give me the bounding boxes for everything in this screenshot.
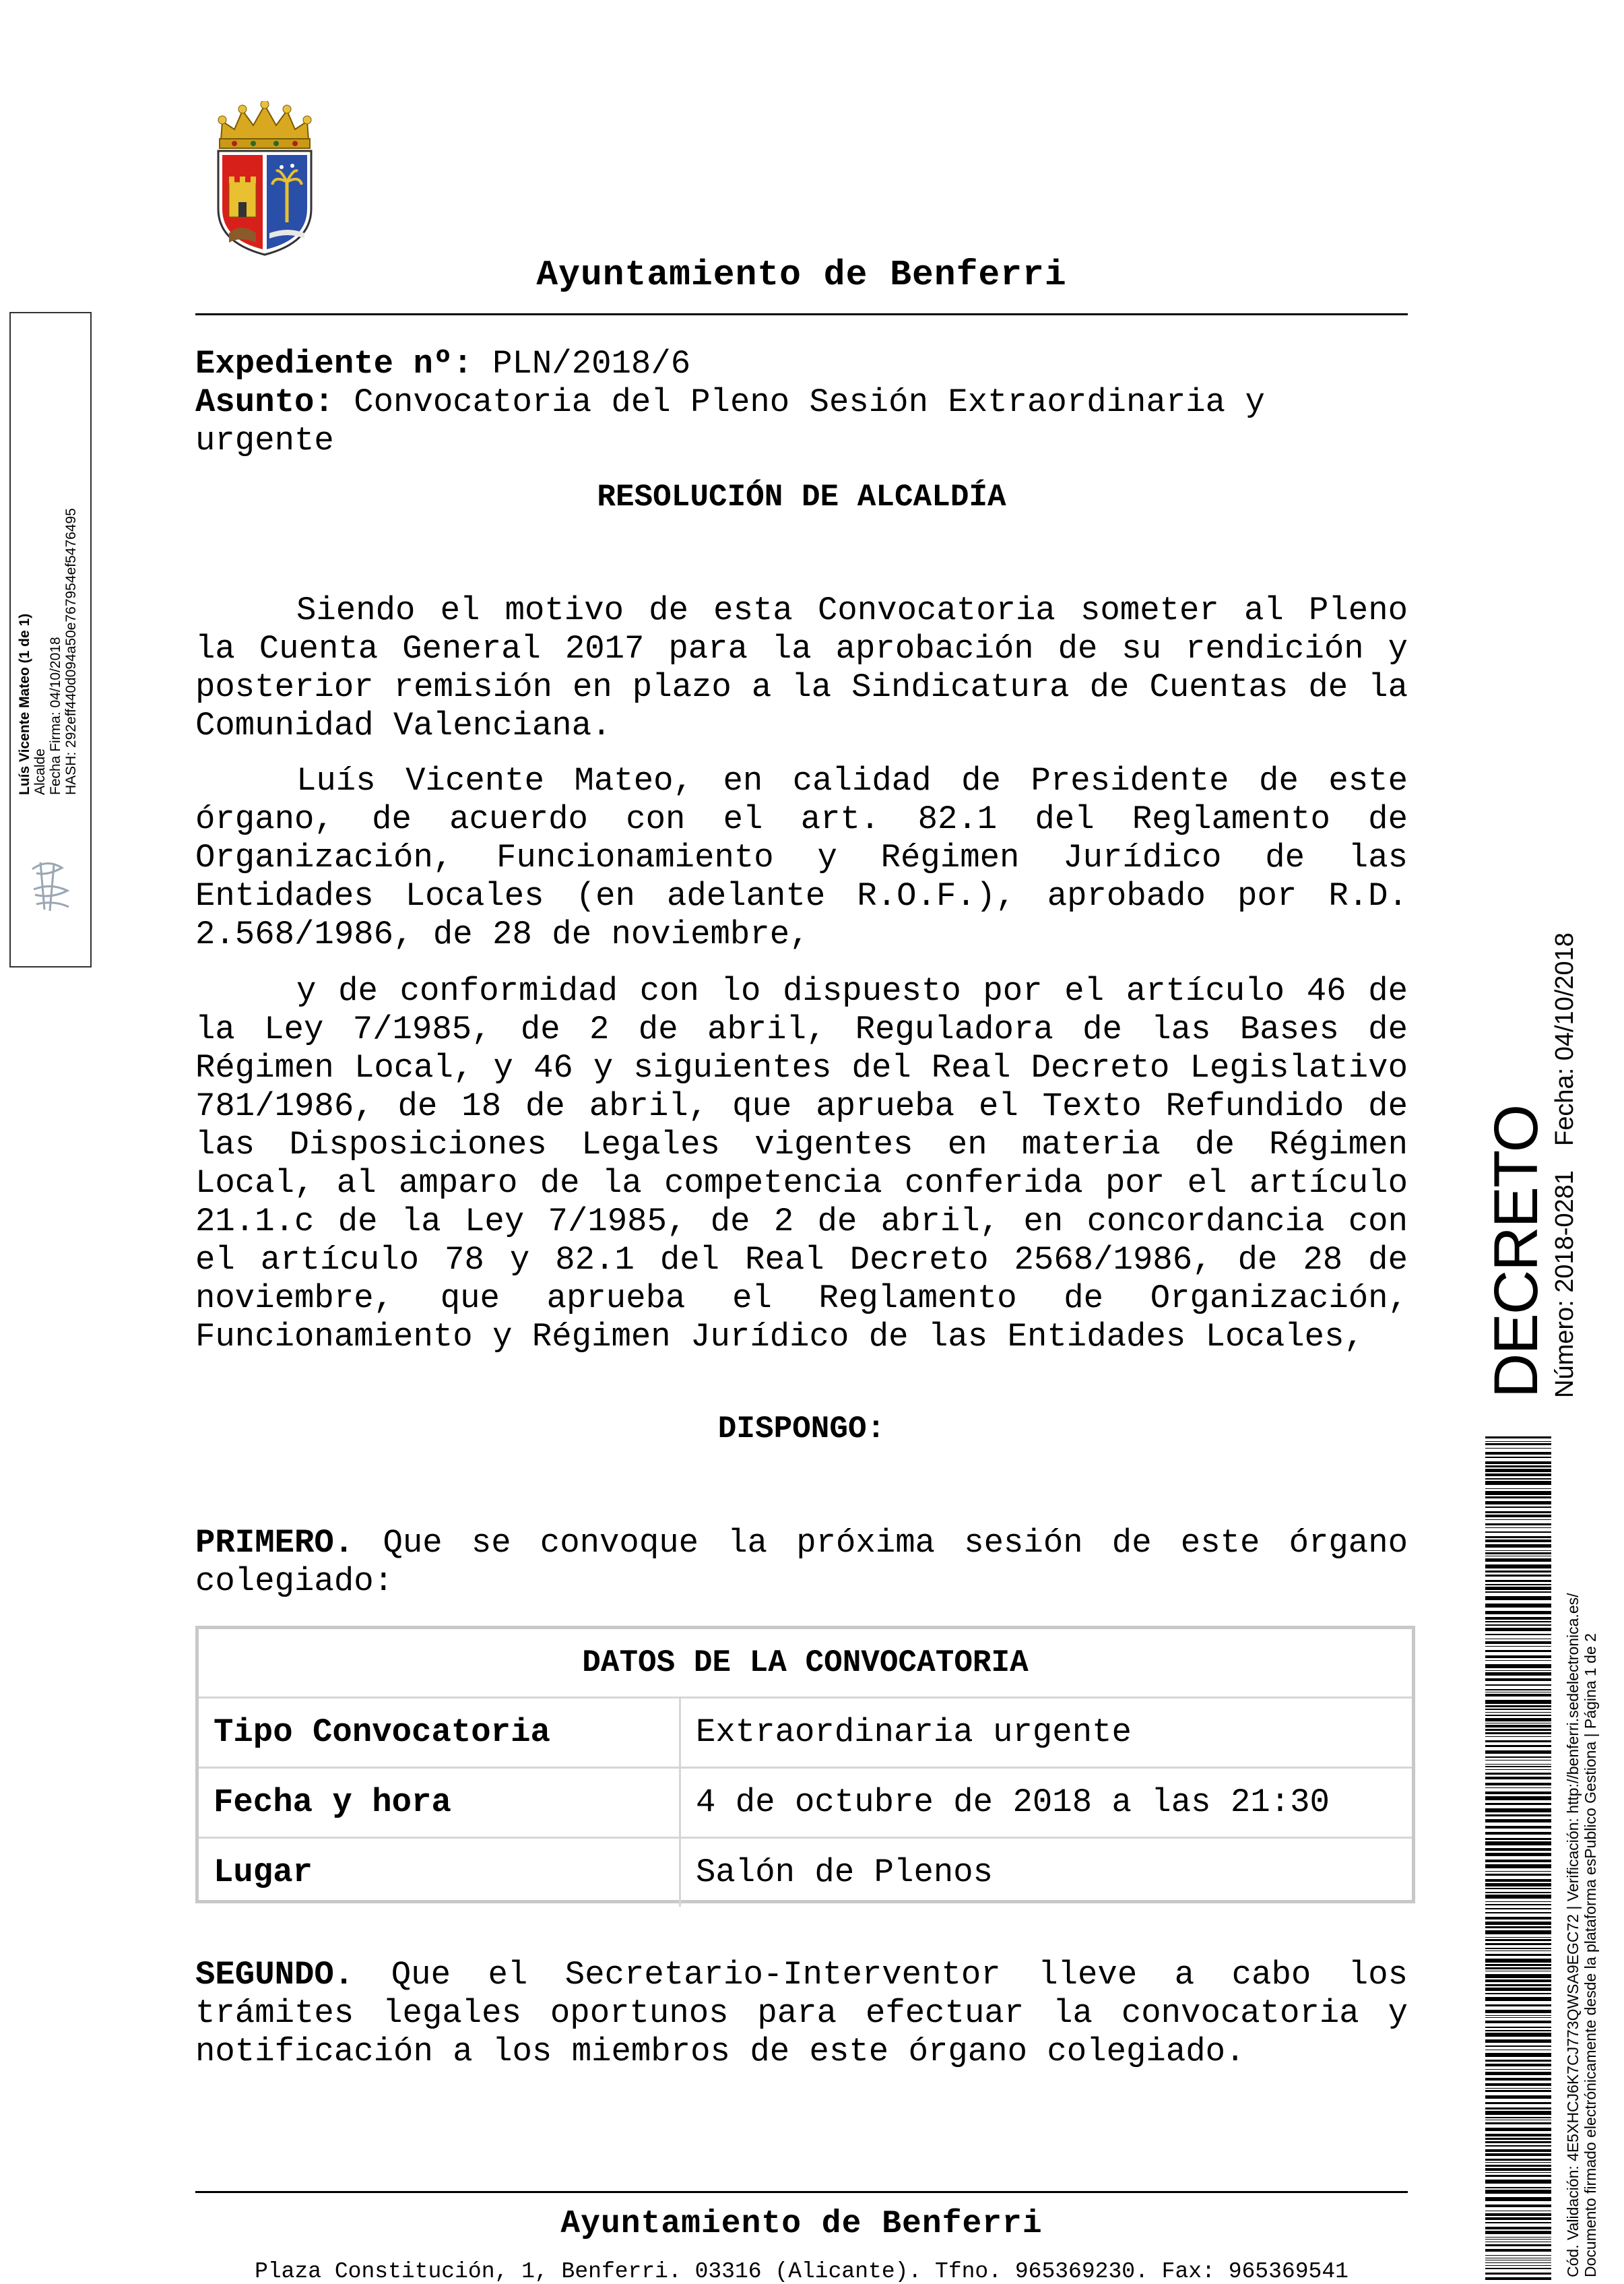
- barcode-bar: [1485, 1481, 1551, 1485]
- table-key: Fecha y hora: [199, 1769, 681, 1837]
- barcode-bar: [1485, 1756, 1551, 1758]
- barcode-bar: [1485, 1997, 1551, 2001]
- barcode-bar: [1485, 1922, 1551, 1925]
- barcode-bar: [1485, 2249, 1551, 2252]
- barcode-bar: [1485, 1777, 1551, 1779]
- barcode-bar: [1485, 1917, 1551, 1920]
- barcode-bar: [1485, 1750, 1551, 1754]
- barcode-bar: [1485, 2083, 1551, 2086]
- barcode-bar: [1485, 1937, 1551, 1938]
- barcode-bar: [1485, 1587, 1551, 1590]
- barcode-bar: [1485, 1904, 1551, 1905]
- dispongo-heading: DISPONGO:: [717, 1411, 886, 1447]
- barcode-bar: [1485, 1540, 1551, 1542]
- barcode-bar: [1485, 2153, 1551, 2156]
- barcode-bar: [1485, 1700, 1551, 1704]
- barcode-bar: [1485, 2088, 1551, 2089]
- barcode-bar: [1485, 2204, 1551, 2207]
- barcode-bar: [1485, 2069, 1551, 2070]
- barcode-bar: [1485, 1959, 1551, 1963]
- barcode-bar: [1485, 2128, 1551, 2131]
- asunto-value: Convocatoria del Pleno Sesión Extraordinaria y urgente: [195, 383, 1265, 459]
- expediente-line: [195, 345, 1408, 383]
- barcode-bar: [1485, 1536, 1551, 1538]
- barcode-bar: [1485, 1766, 1551, 1767]
- segundo-label: SEGUNDO.: [195, 1956, 354, 1994]
- barcode-bar: [1485, 1988, 1551, 1991]
- barcode-bar: [1485, 1650, 1551, 1652]
- barcode-bar: [1485, 1558, 1551, 1562]
- decreto-date: Fecha: 04/10/2018: [1551, 932, 1579, 1146]
- barcode-bar: [1485, 1888, 1551, 1889]
- barcode-bar: [1485, 2213, 1551, 2216]
- barcode-bar: [1485, 2015, 1551, 2016]
- barcode-bar: [1485, 1611, 1551, 1614]
- barcode-bar: [1485, 1943, 1551, 1945]
- barcode-bar: [1485, 1948, 1551, 1949]
- barcode-bar: [1485, 1488, 1551, 1489]
- signature-stamp-text: [17, 445, 79, 795]
- barcode-bar: [1485, 2175, 1551, 2177]
- document-metadata: [195, 345, 1408, 460]
- barcode-bar: [1485, 2277, 1551, 2280]
- barcode-bar: [1485, 1848, 1551, 1851]
- barcode-bar: [1485, 1523, 1551, 1525]
- barcode-bar: [1485, 2265, 1551, 2266]
- barcode-bar: [1485, 1515, 1551, 1517]
- table-row: [199, 1769, 1412, 1839]
- barcode-bar: [1485, 1709, 1551, 1710]
- barcode-bar: [1485, 1469, 1551, 1472]
- barcode-bar: [1485, 2149, 1551, 2152]
- barcode-bar: [1485, 1879, 1551, 1882]
- barcode-bar: [1485, 1874, 1551, 1876]
- barcode-bar: [1485, 1787, 1551, 1788]
- barcode-bar: [1485, 2107, 1551, 2109]
- barcode-bar: [1485, 2262, 1551, 2263]
- table-key: Tipo Convocatoria: [199, 1699, 681, 1767]
- footer-organization-title: Ayuntamiento de Benferri: [560, 2206, 1043, 2242]
- barcode-bar: [1485, 2217, 1551, 2220]
- barcode-bar: [1485, 1864, 1551, 1868]
- barcode-bar: [1485, 1580, 1551, 1582]
- table-key: Lugar: [199, 1839, 681, 1907]
- barcode-bar: [1485, 1796, 1551, 1800]
- barcode-bar: [1485, 1954, 1551, 1956]
- barcode-bar: [1485, 2244, 1551, 2246]
- barcode-bar: [1485, 2237, 1551, 2238]
- barcode-bar: [1485, 1496, 1551, 1498]
- barcode-bar: [1485, 1604, 1551, 1608]
- barcode-bar: [1485, 1838, 1551, 1840]
- barcode-bar: [1485, 1596, 1551, 1600]
- barcode-bar: [1485, 1511, 1551, 1513]
- barcode-bar: [1485, 1672, 1551, 1676]
- barcode-bar: [1485, 1660, 1551, 1661]
- barcode-bar: [1485, 2227, 1551, 2229]
- barcode-bar: [1485, 1736, 1551, 1737]
- barcode-bar: [1485, 2090, 1551, 2092]
- barcode-bar: [1485, 1783, 1551, 1785]
- barcode-bar: [1485, 1501, 1551, 1504]
- table-value: Extraordinaria urgente: [696, 1713, 1132, 1751]
- barcode-bar: [1485, 2180, 1551, 2184]
- barcode-bar: [1485, 1974, 1551, 1978]
- barcode-bar: [1485, 2168, 1551, 2171]
- barcode-bar: [1485, 2004, 1551, 2006]
- barcode-bar: [1485, 2045, 1551, 2047]
- barcode-bar: [1485, 1729, 1551, 1731]
- barcode-bar: [1485, 1871, 1551, 1872]
- primero-clause: [195, 1524, 1408, 1601]
- barcode-bar: [1485, 2064, 1551, 2066]
- barcode-bar: [1485, 1564, 1551, 1568]
- barcode-bar: [1485, 1979, 1551, 1982]
- barcode-bar: [1485, 1883, 1551, 1886]
- signature-role: Alcalde: [32, 749, 48, 795]
- barcode-bar: [1485, 1457, 1551, 1458]
- barcode-bar: [1485, 2030, 1551, 2031]
- barcode-bar: [1485, 2255, 1551, 2256]
- barcode-bar: [1485, 1478, 1551, 1480]
- barcode-bar: [1485, 2033, 1551, 2037]
- barcode-bar: [1485, 2187, 1551, 2188]
- barcode-bar: [1485, 1461, 1551, 1464]
- barcode-bar: [1485, 1964, 1551, 1966]
- barcode-bar: [1485, 2060, 1551, 2062]
- barcode-bar: [1485, 2111, 1551, 2115]
- barcode-bar: [1485, 1571, 1551, 1573]
- primero-text: Que se convoque la próxima sesión de este órgano colegiado:: [195, 1524, 1408, 1600]
- footer-address: Plaza Constitución, 1, Benferri. 03316 (Alicante). Tfno. 965369230. Fax: 965369541: [255, 2259, 1349, 2284]
- barcode-bar: [1485, 1993, 1551, 1994]
- barcode-bar: [1485, 1725, 1551, 1727]
- barcode-bar: [1485, 1575, 1551, 1577]
- barcode-bar: [1485, 1860, 1551, 1862]
- barcode-bar: [1485, 2072, 1551, 2075]
- barcode-bar: [1485, 1832, 1551, 1835]
- barcode-bar: [1485, 2273, 1551, 2275]
- barcode-bar: [1485, 1617, 1551, 1620]
- signature-date: Fecha Firma: 04/10/2018: [48, 637, 63, 795]
- barcode-bar: [1485, 1436, 1551, 1438]
- barcode-bar: [1485, 1465, 1551, 1467]
- paragraph-presidente: Luís Vicente Mateo, en calidad de Presidente de este órgano, de acuerdo con el art. 82.1 del Reglamento de Organización, Funcionamiento y Régimen Jurídico de las Entidades Locales (en adelante R.O.F.), aprobado por R.D. 2.568/1986, de 28 de noviembre,: [195, 762, 1408, 953]
- municipal-coat-of-arms: [214, 101, 315, 257]
- barcode-bar: [1485, 1689, 1551, 1690]
- barcode-bar: [1485, 1473, 1551, 1476]
- barcode-bar: [1485, 1678, 1551, 1681]
- barcode-bar: [1485, 2162, 1551, 2163]
- barcode-bar: [1485, 1715, 1551, 1716]
- barcode-bar: [1485, 1791, 1551, 1794]
- resolution-title: RESOLUCIÓN DE ALCALDÍA: [597, 480, 1006, 515]
- barcode-bar: [1485, 1901, 1551, 1902]
- barcode-bar: [1485, 1646, 1551, 1647]
- barcode-bar: [1485, 1826, 1551, 1829]
- verification-code: Cód. Validación: 4E5XHCJ6K7CJ773QWSA9EGC72 | Verificación: http://benferri.sedelectronica.es/: [1564, 1593, 1582, 2277]
- barcode-bar: [1485, 2017, 1551, 2018]
- barcode-bar: [1485, 2239, 1551, 2240]
- barcode-bar: [1485, 1641, 1551, 1644]
- barcode-bar: [1485, 2138, 1551, 2140]
- barcode-bar: [1485, 1984, 1551, 1986]
- barcode-bar: [1485, 1967, 1551, 1969]
- decreto-number: Número: 2018-0281: [1551, 1170, 1579, 1398]
- convocatoria-table: [195, 1626, 1415, 1903]
- barcode-bar: [1485, 2027, 1551, 2028]
- barcode-bar: [1485, 2172, 1551, 2173]
- verification-platform: Documento firmado electrónicamente desde la plataforma esPublico Gestiona | Página 1 de 2: [1582, 1633, 1599, 2277]
- barcode-bar: [1485, 2197, 1551, 2201]
- barcode-bar: [1485, 2141, 1551, 2143]
- expediente-value: PLN/2018/6: [492, 345, 691, 383]
- barcode-bar: [1485, 2078, 1551, 2081]
- paragraph-motivo: Siendo el motivo de esta Convocatoria someter al Pleno la Cuenta General 2017 para la aprobación de su rendición y posterior remisión en plazo a la Sindicatura de Cuentas de la Comunidad Valenciana.: [195, 592, 1408, 744]
- barcode-bar: [1485, 1892, 1551, 1893]
- barcode-bar: [1485, 2117, 1551, 2118]
- barcode-bar: [1485, 1764, 1551, 1765]
- barcode-bar: [1485, 1908, 1551, 1909]
- barcode-bar: [1485, 1621, 1551, 1622]
- barcode-bar: [1485, 1732, 1551, 1734]
- convocatoria-table-title: DATOS DE LA CONVOCATORIA: [199, 1629, 1412, 1699]
- barcode-bar: [1485, 1519, 1551, 1520]
- barcode-bar: [1485, 1624, 1551, 1626]
- barcode-bar: [1485, 2231, 1551, 2234]
- header-organization-title: Ayuntamiento de Benferri: [536, 255, 1067, 295]
- barcode-bar: [1485, 2134, 1551, 2136]
- barcode-bar: [1485, 1841, 1551, 1845]
- barcode-bar: [1485, 1705, 1551, 1707]
- barcode-bar: [1485, 2021, 1551, 2023]
- barcode-bar: [1485, 1895, 1551, 1899]
- barcode-bar: [1485, 1448, 1551, 1449]
- asunto-label: Asunto:: [195, 383, 334, 421]
- barcode-bar: [1485, 1684, 1551, 1686]
- table-value: Salón de Plenos: [696, 1853, 994, 1891]
- barcode-bar: [1485, 1634, 1551, 1635]
- table-row: [199, 1839, 1412, 1907]
- barcode-bar: [1485, 1452, 1551, 1455]
- barcode-bar: [1485, 1443, 1551, 1445]
- segundo-text: Que el Secretario-Interventor lleve a cabo los trámites legales oportunos para efectuar la convocatoria y notificación a los miembros de este órgano colegiado.: [195, 1956, 1408, 2070]
- signature-hash: HASH: 292eff440d094a50e767954ef5476495: [63, 508, 79, 795]
- asunto-line: [195, 383, 1408, 460]
- barcode-bar: [1485, 1491, 1551, 1495]
- barcode-bar: [1485, 2222, 1551, 2223]
- barcode-bar: [1485, 2159, 1551, 2161]
- barcode-bar: [1485, 1808, 1551, 1812]
- barcode-bar: [1485, 1628, 1551, 1631]
- barcode-bar: [1485, 2039, 1551, 2043]
- barcode-bar: [1485, 2268, 1551, 2269]
- barcode-bar: [1485, 2102, 1551, 2104]
- verification-text: [1564, 1593, 1599, 2277]
- paragraph-conformidad: y de conformidad con lo dispuesto por el artículo 46 de la Ley 7/1985, de 2 de abril, Reguladora de las Bases de Régimen Local, y 46 y siguientes del Real Decreto Legislativo 781/1986, de 18 de abril, que aprueba el Texto Refundido de las Disposiciones Legales vigentes en materia de Régimen Local, al amparo de la competencia conferida por el artículo 21.1.c de la Ley 7/1985, de 2 de abril, en concordancia con el artículo 78 y 82.1 del Real Decreto 2568/1986, de 28 de noviembre, que aprueba el Reglamento de Organización, Funcionamiento y Régimen Jurídico de las Entidades Locales,: [195, 972, 1408, 1356]
- barcode-bar: [1485, 2122, 1551, 2124]
- primero-label: PRIMERO.: [195, 1524, 354, 1562]
- decreto-side-label: [1482, 908, 1580, 1398]
- barcode-bar: [1485, 2165, 1551, 2167]
- barcode-bar: [1485, 1712, 1551, 1713]
- barcode-bar: [1485, 1591, 1551, 1593]
- barcode-bar: [1485, 2145, 1551, 2147]
- barcode-bar: [1485, 1773, 1551, 1775]
- barcode-bar: [1485, 1655, 1551, 1658]
- barcode-bar: [1485, 1803, 1551, 1805]
- barcode-bar: [1485, 1939, 1551, 1941]
- barcode-bar: [1485, 2010, 1551, 2013]
- decreto-doc-type: DECRETO: [1482, 1105, 1551, 1398]
- barcode-bar: [1485, 1531, 1551, 1533]
- barcode-bar: [1485, 1718, 1551, 1721]
- barcode-bar: [1485, 2053, 1551, 2057]
- barcode-bar: [1485, 1550, 1551, 1551]
- barcode-bar: [1485, 1441, 1551, 1442]
- barcode-bar: [1485, 1926, 1551, 1928]
- barcode-bar: [1485, 1506, 1551, 1508]
- barcode-bar: [1485, 1544, 1551, 1548]
- barcode-bar: [1485, 1584, 1551, 1585]
- expediente-label: Expediente nº:: [195, 345, 473, 383]
- barcode-bar: [1485, 1930, 1551, 1934]
- barcode-bar: [1485, 1664, 1551, 1668]
- barcode-bar: [1485, 1853, 1551, 1856]
- segundo-clause: [195, 1956, 1408, 2071]
- barcode-bar: [1485, 1694, 1551, 1696]
- barcode-bar: [1485, 1552, 1551, 1554]
- barcode-bar: [1485, 1745, 1551, 1747]
- barcode-bar: [1485, 2190, 1551, 2194]
- barcode-bar: [1485, 1740, 1551, 1742]
- barcode-image: [1485, 1436, 1551, 2280]
- table-value: 4 de octubre de 2018 a las 21:30: [696, 1783, 1330, 1821]
- barcode-bar: [1485, 1814, 1551, 1816]
- barcode-bar: [1485, 2095, 1551, 2099]
- barcode-bar: [1485, 1769, 1551, 1770]
- barcode-bar: [1485, 1950, 1551, 1951]
- table-row: [199, 1699, 1412, 1769]
- footer-divider: [195, 2191, 1408, 2193]
- barcode-bar: [1485, 1670, 1551, 1671]
- barcode-bar: [1485, 1527, 1551, 1528]
- barcode-bar: [1485, 1912, 1551, 1913]
- handwritten-signature-image: [27, 856, 74, 916]
- barcode-bar: [1485, 1819, 1551, 1822]
- signature-signer: Luís Vicente Mateo (1 de 1): [17, 613, 32, 795]
- header-divider: [195, 313, 1408, 315]
